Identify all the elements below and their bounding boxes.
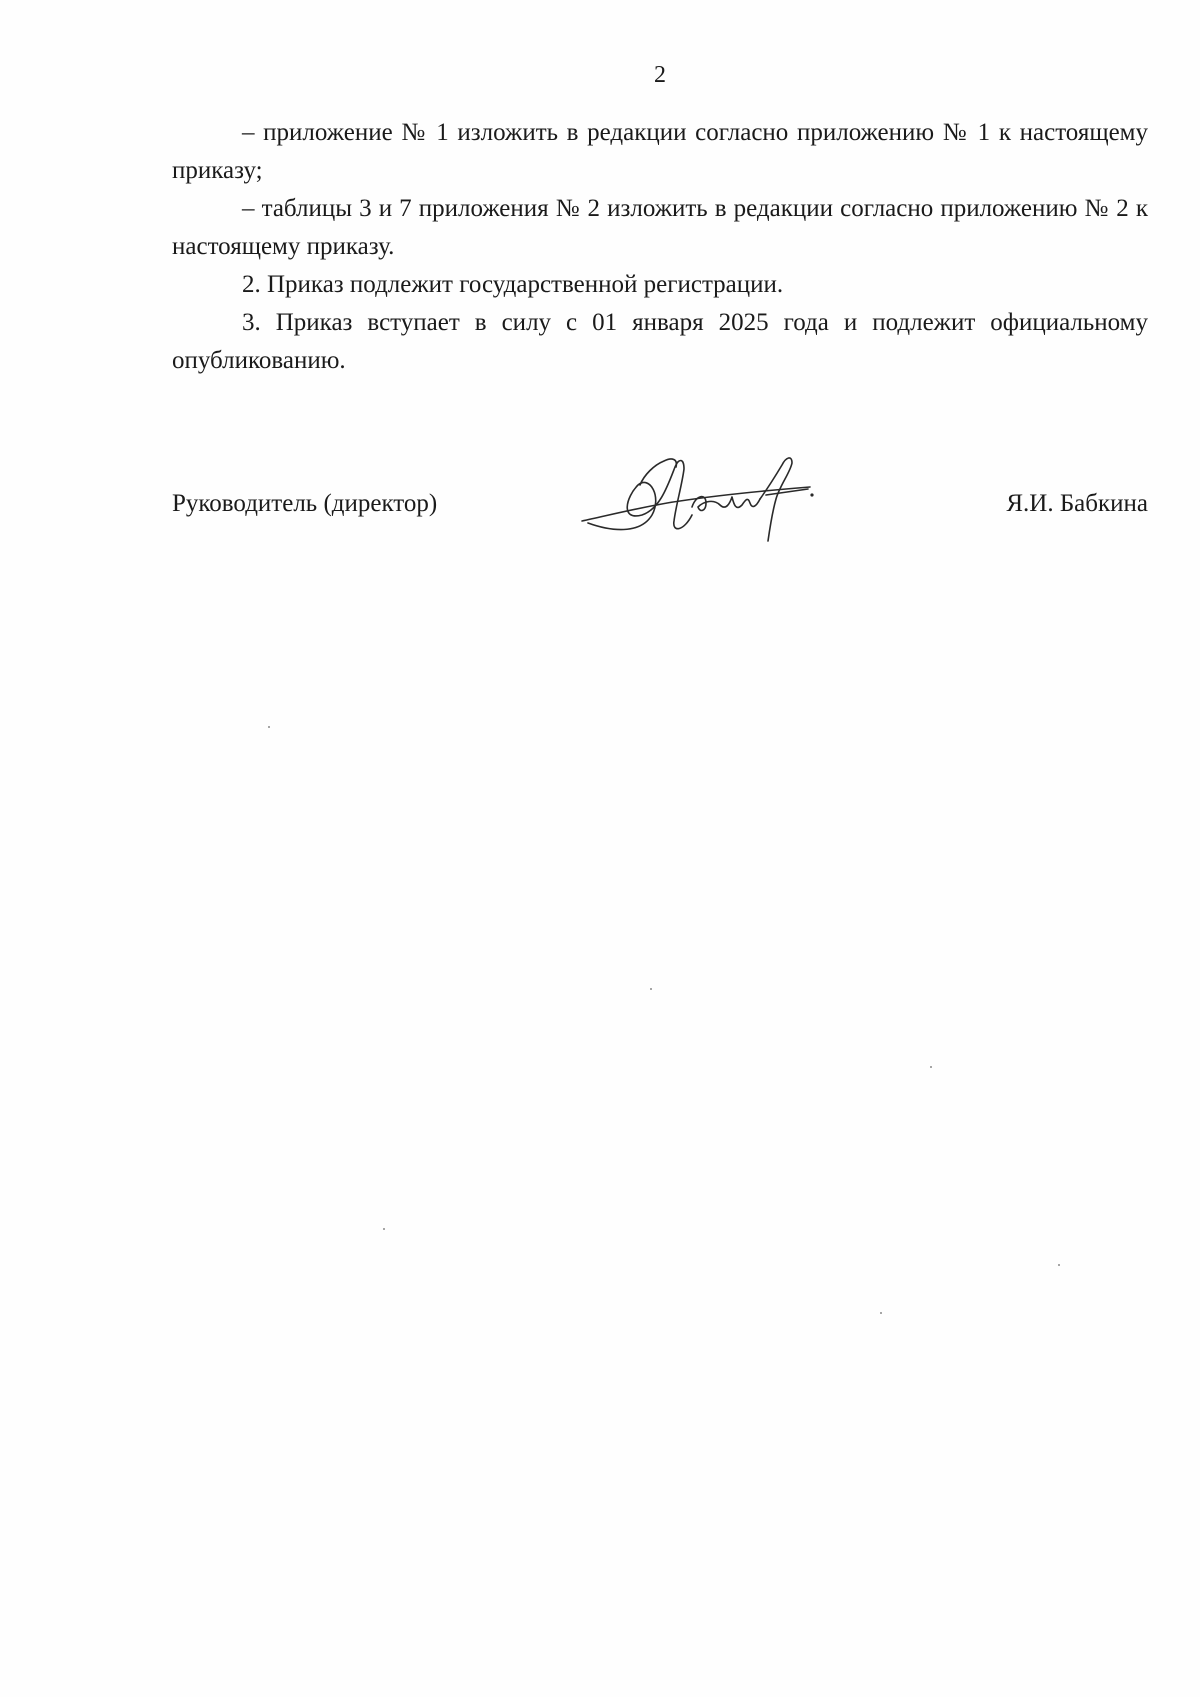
- scan-speck: [383, 1228, 385, 1230]
- page-number: 2: [654, 62, 666, 88]
- clause-2-registration: 2. Приказ подлежит государственной регистрации.: [242, 271, 784, 298]
- signatory-position: Руководитель (директор): [172, 490, 438, 517]
- list-item-appendix-1: – приложение № 1 изложить в редакции согласно приложению № 1 к настоящему приказу;: [172, 119, 1148, 184]
- list-item-tables-3-7: – таблицы 3 и 7 приложения № 2 изложить в редакции согласно приложению № 2 к настоящему приказу.: [172, 195, 1148, 260]
- signatory-name: Я.И. Бабкина: [1006, 490, 1148, 517]
- clause-3-effective-date: 3. Приказ вступает в силу с 01 января 2025 года и подлежит официальному опубликованию.: [172, 309, 1148, 374]
- scan-speck: [1058, 1264, 1060, 1266]
- scan-speck: [930, 1066, 932, 1068]
- scan-speck: [880, 1312, 882, 1314]
- document-body: [172, 114, 1148, 380]
- scan-speck: [268, 726, 270, 728]
- handwritten-signature: [580, 445, 840, 545]
- scan-speck: [650, 988, 652, 990]
